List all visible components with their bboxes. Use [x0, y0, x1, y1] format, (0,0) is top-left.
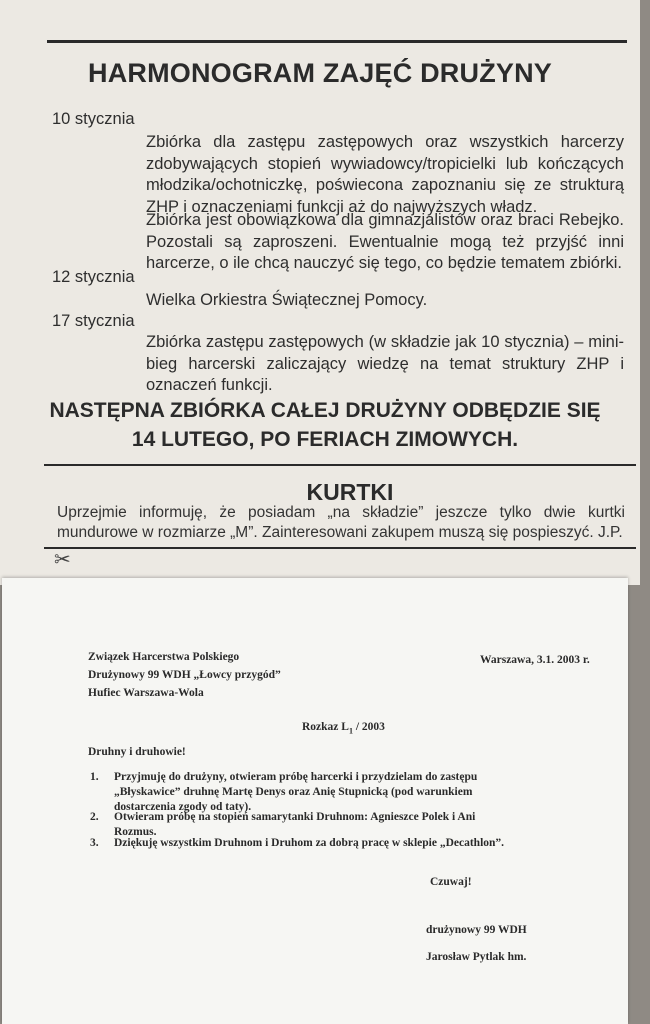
closing: Czuwaj!: [430, 876, 472, 888]
order-item-text: Otwieram próbę na stopień samarytanki Druhnom: Agnieszce Polek i Ani Rozmus.: [114, 811, 476, 838]
schedule-text: Zbiórka zastępu zastępowych (w składzie jak 10 stycznia) – mini-bieg harcerski zaliczający wiedzę na temat struktury ZHP i oznaczeń funkcji.: [146, 333, 624, 394]
signer-role: drużynowy 99 WDH: [426, 924, 527, 936]
organization-block: [88, 648, 281, 702]
kurtki-text: Uprzejmie informuję, że posiadam „na składzie” jeszcze tylko dwie kurtki mundurowe w rozmiarze „M”. Zainteresowani zakupem muszą się pospieszyć. J.P.: [57, 504, 625, 541]
organization-line: Hufiec Warszawa-Wola: [88, 687, 204, 699]
order-item-text: Przyjmuję do drużyny, otwieram próbę harcerki i przydzielam do zastępu „Błyskawice” druhnę Martę Denys oraz Anię Stupnicką (pod warunkiem dostarczenia zgody od taty).: [114, 771, 478, 813]
kurtki-heading: KURTKI: [306, 479, 394, 505]
schedule-date: 10 stycznia: [52, 110, 135, 128]
order-subscript: 1: [348, 726, 353, 736]
next-meeting-line: NASTĘPNA ZBIÓRKA CAŁEJ DRUŻYNY ODBĘDZIE SIĘ: [49, 399, 601, 422]
schedule-text: Zbiórka jest obowiązkowa dla gimnazjalistów oraz braci Rebejko. Pozostali są zaproszeni. Ewentualnie mogą też przyjść inni harcerze, o ile chcą nauczyć się tego, co będzie tematem zbiórki.: [146, 211, 624, 272]
bottom-rule: [44, 547, 636, 549]
order-title: [302, 721, 385, 735]
order-item-number: 2.: [90, 811, 99, 823]
order-item-text: Dziękuję wszystkim Druhnom i Druhom za dobrą pracę w sklepie „Decathlon”.: [114, 837, 505, 849]
order-prefix: Rozkaz L: [302, 721, 349, 733]
greeting: Druhny i druhowie!: [88, 746, 186, 758]
schedule-date: 17 stycznia: [52, 312, 135, 330]
bulletin-title: HARMONOGRAM ZAJĘĆ DRUŻYNY: [88, 58, 552, 88]
organization-line: Drużynowy 99 WDH „Łowcy przygód”: [88, 669, 281, 681]
signer-name: Jarosław Pytlak hm.: [426, 951, 527, 963]
letter-page: [2, 578, 628, 1024]
scissors-icon: ✂: [54, 547, 71, 571]
order-item: [90, 770, 520, 815]
top-rule: [47, 40, 627, 43]
place-date: Warszawa, 3.1. 2003 r.: [480, 654, 590, 666]
middle-rule: [44, 464, 636, 466]
next-meeting-notice: [40, 396, 610, 454]
schedule-text: Zbiórka dla zastępu zastępowych oraz wszystkich harcerzy zdobywających stopień wywiadowcy/tropicielki lub kończących młodzika/ochotniczkę, poświecona zapoznaniu się ze strukturą ZHP i oznaczeniami funkcji aż do najwyższych władz.: [146, 133, 624, 216]
schedule-text: Wielka Orkiestra Świątecznej Pomocy.: [146, 291, 428, 309]
schedule-date: 12 stycznia: [52, 268, 135, 286]
order-item-number: 3.: [90, 837, 99, 849]
organization-line: Związek Harcerstwa Polskiego: [88, 651, 240, 663]
order-item: [90, 836, 520, 851]
order-suffix: / 2003: [352, 721, 385, 733]
order-item-number: 1.: [90, 771, 99, 783]
next-meeting-line: 14 LUTEGO, PO FERIACH ZIMOWYCH.: [131, 428, 519, 451]
